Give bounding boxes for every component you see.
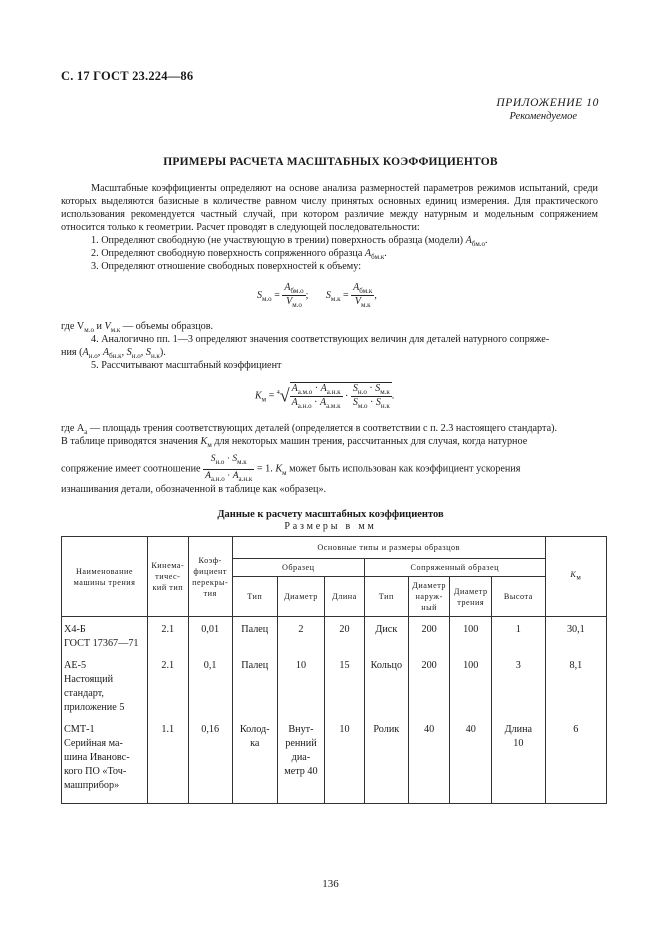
cell-sdiam: 10	[277, 651, 324, 715]
col-sample-type: Тип	[232, 577, 277, 617]
table-caption: Данные к расчету масштабных коэффициентов	[217, 509, 444, 520]
col-kinematic: Кинема-тичес-кий тип	[147, 537, 188, 617]
cell-cout: 200	[408, 651, 450, 715]
col-sample-length: Длина	[325, 577, 365, 617]
cell-coef: 0,01	[188, 617, 232, 652]
cell-coef: 0,1	[188, 651, 232, 715]
cell-coef: 0,16	[188, 715, 232, 804]
cell-name: АЕ-5 Настоящий стандарт, приложение 5	[62, 651, 148, 715]
cell-cout: 200	[408, 617, 450, 652]
table-intro: В таблице приводятся значения $K_м$ для некоторых машин трения, рассчитанных для случая, когда натурное	[61, 436, 528, 450]
wear-line: изнашивания детали, обозначенной в таблице как «образец».	[61, 484, 327, 495]
cell-km: 30,1	[545, 617, 606, 652]
table-row	[62, 715, 607, 804]
cell-kin: 2.1	[147, 651, 188, 715]
step-4-cont: ния ($A_{н.о}$, $A_{бн.к}$, $S_{н.о}$, $S_{н.к}$).	[61, 347, 166, 361]
where-area: где $A_а$ — площадь трения соответствующих деталей (определяется в соответствии с п. 2.3 настоящего стандарта).	[61, 423, 558, 437]
step-3: 3. Определяют отношение свободных поверхностей к объему:	[91, 261, 362, 272]
page-number: 136	[322, 878, 339, 890]
step-5: 5. Рассчитывают масштабный коэффициент	[91, 360, 282, 371]
col-sample-diameter: Диаметр	[277, 577, 324, 617]
appendix-label: ПРИЛОЖЕНИЕ 10	[496, 97, 599, 109]
intro-paragraph: Масштабные коэффициенты определяют на основе анализа размерностей параметров режимов испытаний, среди которых выделяются базисные в количестве равном числу принятых основных единиц измерения. Для практического использования рекомендуется частный случай, при котором различие между натурным и модельным сопряжением относится только к геометрии. Расчет проводят в следующей последовательности:	[61, 183, 598, 233]
cell-cfr: 40	[450, 715, 492, 804]
cell-kin: 2.1	[147, 617, 188, 652]
running-header: С. 17 ГОСТ 23.224—86	[61, 69, 194, 83]
cell-km: 6	[545, 715, 606, 804]
step-2: 2. Определяют свободную поверхность сопряженного образца $A_{бм.к}$.	[91, 248, 387, 262]
cell-slen: 20	[325, 617, 365, 652]
col-counter-friction: Диаметр трения	[450, 577, 492, 617]
recommended-label: Рекомендуемое	[509, 111, 577, 122]
col-counter-height: Высота	[492, 577, 546, 617]
cell-stype: Палец	[232, 617, 277, 652]
condition-line: сопряжение имеет соотношение $\frac{S_{н.о} \cdot S_{м.к}}{A_{а.н.о} \cdot A_{а.н.к}}$ = 1. $K_м$ может быть использован как коэффициент ускорения	[61, 454, 521, 483]
cell-sdiam: Внут- ренний диа- метр 40	[277, 715, 324, 804]
step-4: 4. Аналогично пп. 1—3 определяют значения соответствующих величин для деталей натурного сопряже-	[91, 334, 550, 345]
cell-ch: 3	[492, 651, 546, 715]
col-group-types: Основные типы и размеры образцов	[232, 537, 545, 559]
cell-ctype: Кольцо	[364, 651, 408, 715]
cell-ctype: Ролик	[364, 715, 408, 804]
cell-slen: 15	[325, 651, 365, 715]
where-volumes: где $V_{м.о}$ и $V_{м.к}$ — объемы образцов.	[61, 321, 214, 335]
cell-ctype: Диск	[364, 617, 408, 652]
cell-slen: 10	[325, 715, 365, 804]
cell-cfr: 100	[450, 617, 492, 652]
coefficients-table	[61, 536, 607, 804]
cell-stype: Палец	[232, 651, 277, 715]
cell-cout: 40	[408, 715, 450, 804]
cell-kin: 1.1	[147, 715, 188, 804]
section-title: ПРИМЕРЫ РАСЧЕТА МАСШТАБНЫХ КОЭФФИЦИЕНТОВ	[163, 156, 498, 168]
cell-ch: 1	[492, 617, 546, 652]
col-counter-type: Тип	[364, 577, 408, 617]
col-counter-outer: Диаметр наруж-ный	[408, 577, 450, 617]
cell-cfr: 100	[450, 651, 492, 715]
col-group-counter: Сопряженный образец	[364, 559, 545, 577]
cell-sdiam: 2	[277, 617, 324, 652]
col-km: $K_м$	[545, 537, 606, 617]
col-group-sample: Образец	[232, 559, 364, 577]
cell-stype: Колод- ка	[232, 715, 277, 804]
formula-surface-ratio: $S_{м.о}$ = $\frac{A_{бм.о}}{V_{м.о}}$ ; $S_{м.к}$ = $\frac{A_{бм.к}}{V_{м.к}}$ ,	[257, 282, 377, 309]
cell-name: СМТ-1 Серийная ма- шина Ивановс- кого ПО «Точ- машприбор»	[62, 715, 148, 804]
step-1: 1. Определяют свободную (не участвующую в трении) поверхность образца (модели) $A_{бм.о}$.	[91, 235, 488, 249]
cell-name: Х4-Б ГОСТ 17367—71	[62, 617, 148, 652]
table-row	[62, 651, 607, 715]
table-units: Размеры в мм	[284, 521, 377, 532]
col-name: Наименование машины трения	[62, 537, 148, 617]
cell-ch: Длина 10	[492, 715, 546, 804]
cell-km: 8,1	[545, 651, 606, 715]
formula-scale-coefficient: $K_м = ^4√$ $\frac{A_{а.м.о} \cdot A_{а.н.к}}{A_{а.н.о} \cdot A_{а.м.к}}$ · $\frac{S_{н.о} \cdot S_{м.к}}{S_{м.о} \cdot S_{н.к}}$ .	[255, 383, 395, 410]
col-overlap: Коэф-фициент перекры-тия	[188, 537, 232, 617]
table-row	[62, 617, 607, 652]
